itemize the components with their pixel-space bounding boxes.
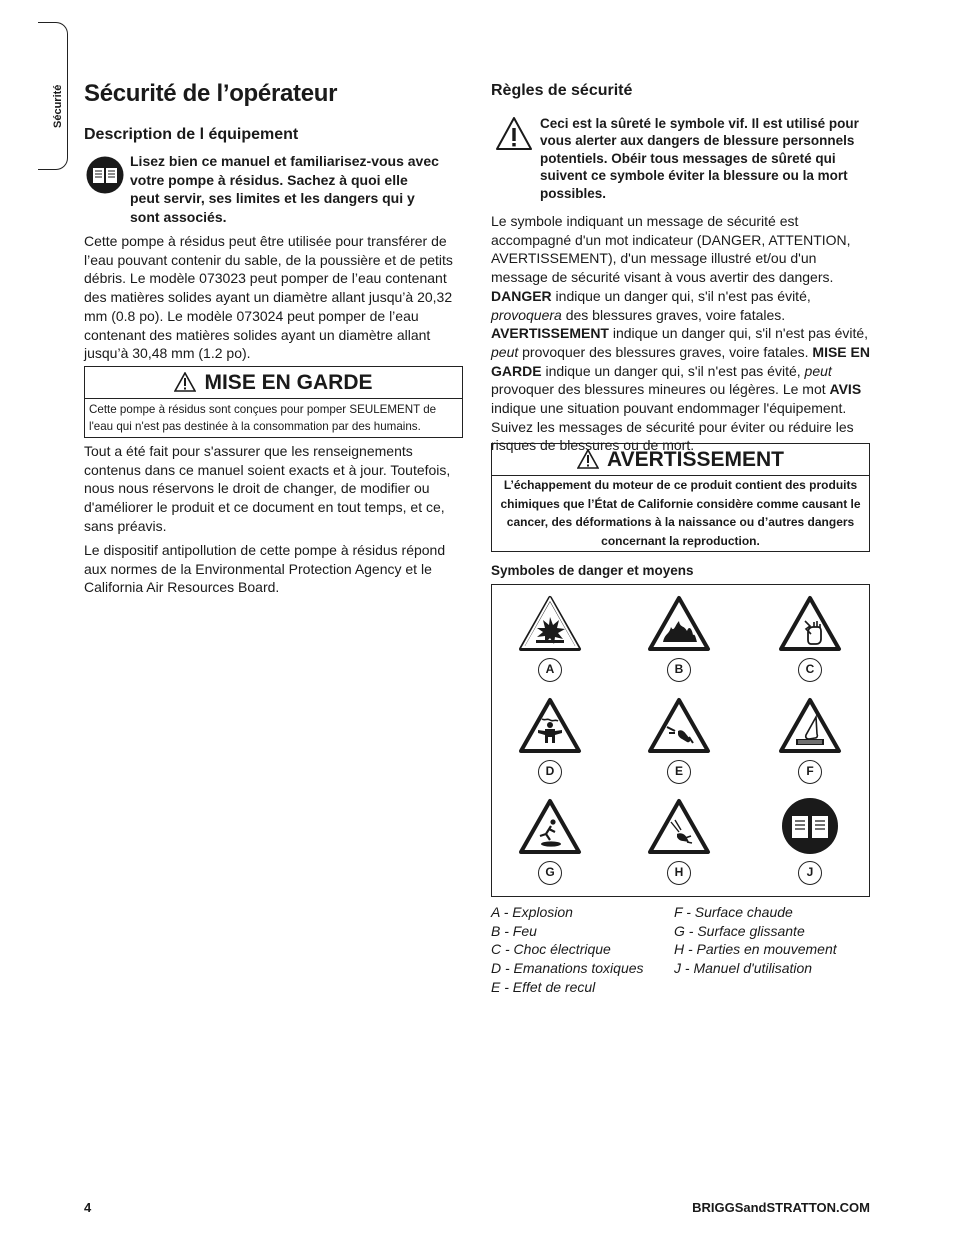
- hot-surface-icon: [778, 697, 842, 755]
- alert-symbol-note: Ceci est la sûreté le symbole vif. Il est utilisé pour vous alerter aux dangers de blessure personnels potentiels. Obéir tous messages de sûreté qui suivent ce symbole éviter la blessure ou la mort possibles.: [540, 116, 859, 201]
- symbol-letter: J: [798, 861, 822, 885]
- warning-triangle-icon: [577, 449, 599, 469]
- hazard-symbol-hot-surface: [770, 697, 850, 784]
- explosion-icon: [518, 595, 582, 653]
- legend-item: A - Explosion: [491, 904, 573, 920]
- symbols-legend-left: [491, 903, 671, 997]
- caution-word: MISE EN GARDE: [491, 343, 870, 379]
- section-tab-label: Sécurité: [52, 84, 64, 128]
- symbol-letter: H: [667, 861, 691, 885]
- warning-header: [492, 444, 869, 476]
- description-heading: Description de l équipement: [84, 126, 299, 143]
- disclaimer-paragraph: Tout a été fait pour s'assurer que les renseignements contenus dans ce manuel soient exacts et à jour. Toutefois, nous nous réservons le droit de changer, de modifier ou d'améliorer le produit et ce document en tout temps, et ce, sans préavis.: [84, 443, 451, 534]
- hazard-symbol-kickback: [639, 697, 719, 784]
- legend-item: J - Manuel d'utilisation: [674, 960, 813, 977]
- symbol-letter: B: [667, 658, 691, 682]
- legend-item: B - Feu: [491, 922, 537, 939]
- website-link[interactable]: BRIGGSandSTRATTON.COM: [692, 1200, 870, 1215]
- warning-title: AVERTISSEMENT: [607, 448, 784, 471]
- legend-item: H - Parties en mouvement: [674, 941, 837, 958]
- hazard-symbol-fire: [639, 595, 719, 682]
- notice-word: AVIS: [829, 381, 862, 398]
- electric-shock-icon: [778, 595, 842, 653]
- hazard-symbol-operator-manual: [770, 798, 850, 885]
- symbol-letter: D: [538, 760, 562, 784]
- caution-title: MISE EN GARDE: [204, 371, 373, 394]
- hazard-symbol-explosion: [510, 595, 590, 682]
- hazard-symbol-moving-parts: [639, 798, 719, 885]
- rules-heading: Règles de sécurité: [491, 82, 633, 99]
- emissions-paragraph: Le dispositif antipollution de cette pompe à résidus répond aux normes de la Environmental Protection Agency et le California Air Resources Board.: [84, 542, 446, 596]
- moving-parts-icon: [647, 798, 711, 856]
- hazard-symbol-slippery-surface: [510, 798, 590, 885]
- toxic-fumes-icon: [518, 697, 582, 755]
- symbol-letter: A: [538, 658, 562, 682]
- symbol-letter: E: [667, 760, 691, 784]
- operator-manual-icon: [86, 156, 124, 194]
- warning-word: AVERTISSEMENT: [491, 325, 609, 342]
- warning-box: [491, 443, 870, 552]
- legend-item: E - Effet de recul: [491, 978, 596, 995]
- kickback-icon: [647, 697, 711, 755]
- caution-header: [85, 367, 462, 399]
- legend-item: G - Surface glissante: [674, 922, 805, 939]
- symbol-letter: G: [538, 861, 562, 885]
- safety-alert-icon: [495, 116, 533, 152]
- legend-item: F - Surface chaude: [674, 904, 793, 920]
- legend-item: C - Choc électrique: [491, 941, 611, 958]
- page-title: Sécurité de l’opérateur: [84, 80, 338, 107]
- hazard-symbol-toxic-fumes: [510, 697, 590, 784]
- hazard-symbol-electric-shock: [770, 595, 850, 682]
- slippery-surface-icon: [518, 798, 582, 856]
- page-number: 4: [84, 1200, 92, 1215]
- symbol-letter: C: [798, 658, 822, 682]
- signal-words-paragraph: Le symbole indiquant un message de sécurité est accompagné d'un mot indicateur (DANGER, ATTENTION, AVERTISSEMENT), d'un message illustré et/ou d'un message de sécurité visant à vous avertir des dangers. DANGER indique un danger qui, s'il n'est pas évité, provoquera des blessures graves, voire fatales. AVERTISSEMENT indique un danger qui, s'il n'est pas évité, peut provoquer des blessures graves, voire fatales. MISE EN GARDE indique un danger qui, s'il n'est pas évité, peut provoquer des blessures mineures ou légères. Le mot AVIS indique une situation pouvant endommager l'équipement. Suivez les messages de sécurité pour éviter ou réduire les risques de blessures ou de mort.: [491, 213, 870, 454]
- manual-note: Lisez bien ce manuel et familiarisez-vous avec votre pompe à résidus. Sachez à quoi elle peut servir, ses limites et les dangers qui y sont associés.: [130, 153, 439, 226]
- legend-item: D - Emanations toxiques: [491, 960, 644, 977]
- warning-triangle-icon: [174, 372, 196, 392]
- symbol-letter: F: [798, 760, 822, 784]
- description-paragraph: Cette pompe à résidus peut être utilisée pour transférer de l’eau pouvant contenir du sable, de la poussière et de petits débris. Le modèle 073023 peut pomper de l’eau contenant des matières solides ayant un diamètre allant jusqu’à 20,32 mm (0.8 po). Le modèle 073024 peut pomper de l’eau contenant des matières solides ayant un diamètre allant jusqu’à 30,48 mm (1.2 po).: [84, 233, 453, 362]
- symbols-legend-right: [674, 903, 870, 978]
- caution-text: Cette pompe à résidus sont conçues pour pomper SEULEMENT de l'eau qui n'est pas destinée à la consommation par des humains.: [89, 403, 437, 433]
- hazard-symbols-box: [491, 584, 870, 897]
- warning-text: L’échappement du moteur de ce produit contient des produits chimiques que l’État de Californie considère comme causant le cancer, des déformations à la naissance ou d’autres dangers concernant la reproduction.: [500, 478, 861, 548]
- operator-manual-icon: [778, 798, 842, 856]
- danger-word: DANGER: [491, 287, 552, 304]
- symbols-heading: Symboles de danger et moyens: [491, 563, 694, 578]
- caution-box: [84, 366, 463, 438]
- fire-icon: [647, 595, 711, 653]
